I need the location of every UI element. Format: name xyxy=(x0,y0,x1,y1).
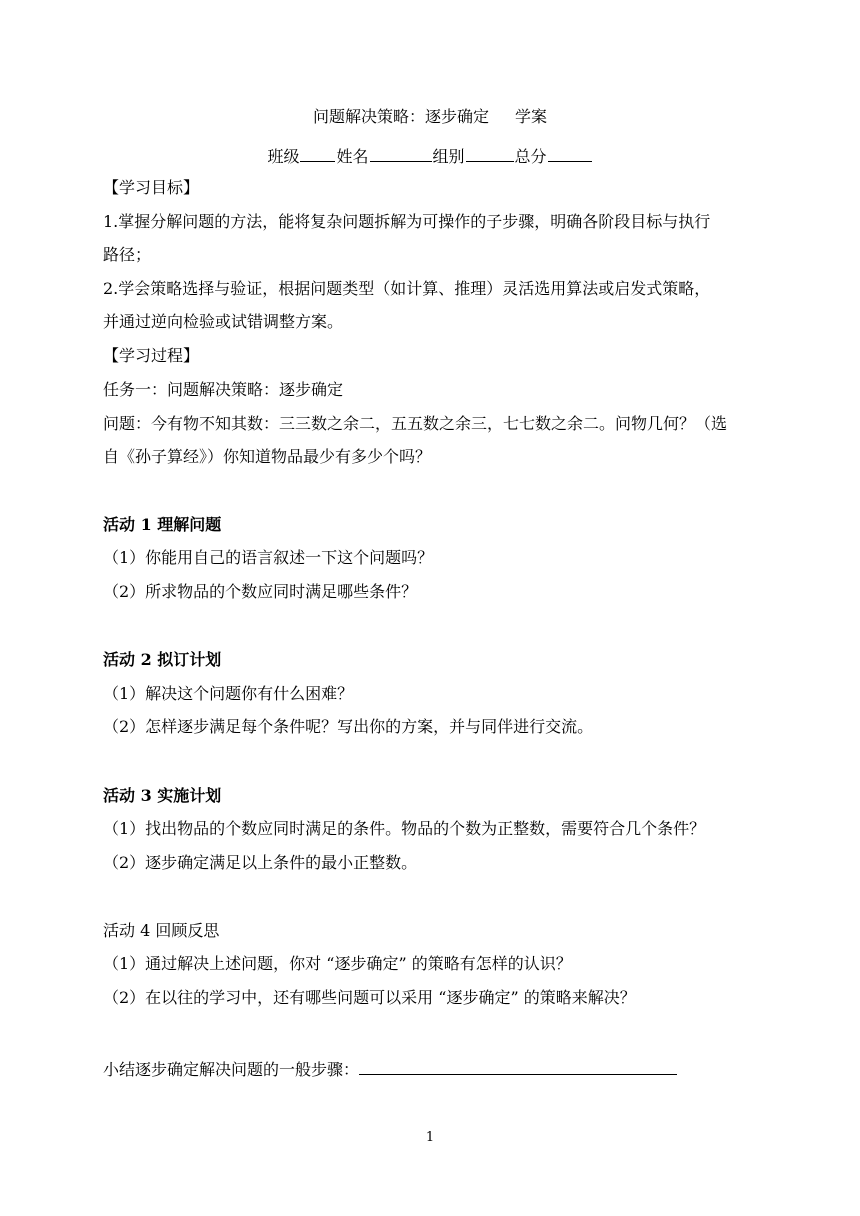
objective-2-line-1: 2.学会策略选择与验证，根据问题类型（如计算、推理）灵活选用算法或启发式策略， xyxy=(103,279,711,298)
document-title xyxy=(0,107,860,127)
summary-label: 小结逐步确定解决问题的一般步骤： xyxy=(103,1060,360,1079)
objective-2-line-2: 并通过逆向检验或试错调整方案。 xyxy=(103,312,344,331)
score-blank[interactable] xyxy=(548,145,592,162)
activity-4-question-1: （1）通过解决上述问题，你对 “逐步确定” 的策略有怎样的认识？ xyxy=(103,954,572,973)
activity-4-title: 活动 4 回顾反思 xyxy=(103,921,220,940)
activity-1-title: 活动 1 理解问题 xyxy=(103,515,222,534)
objectives-heading: 【学习目标】 xyxy=(103,178,200,197)
activity-1-question-2: （2）所求物品的个数应同时满足哪些条件？ xyxy=(103,582,418,601)
title-text: 问题解决策略：逐步确定 xyxy=(312,107,489,126)
activity-1-question-1: （1）你能用自己的语言叙述一下这个问题吗？ xyxy=(103,548,434,567)
activity-3-question-2: （2）逐步确定满足以上条件的最小正整数。 xyxy=(103,853,418,872)
name-label: 姓名 xyxy=(336,147,369,166)
score-label: 总分 xyxy=(514,147,547,166)
group-label: 组别 xyxy=(432,147,465,166)
problem-line-2: 自《孙子算经》）你知道物品最少有多少个吗？ xyxy=(103,447,432,466)
problem-line-1: 问题：今有物不知其数：三三数之余二，五五数之余三，七七数之余二。问物几何？（选 xyxy=(103,414,728,433)
process-heading: 【学习过程】 xyxy=(103,346,200,365)
doc-type-label: 学案 xyxy=(515,107,548,126)
objective-1-line-1: 1.掌握分解问题的方法，能将复杂问题拆解为可操作的子步骤，明确各阶段目标与执行 xyxy=(103,212,711,231)
task-1: 任务一：问题解决策略：逐步确定 xyxy=(103,380,344,399)
activity-2-question-1: （1）解决这个问题你有什么困难？ xyxy=(103,684,354,703)
name-blank[interactable] xyxy=(370,145,432,162)
group-blank[interactable] xyxy=(466,145,514,162)
summary-line xyxy=(103,1056,677,1080)
student-info-line xyxy=(0,145,860,167)
activity-3-question-1: （1）找出物品的个数应同时满足的条件。物品的个数为正整数，需要符合几个条件？ xyxy=(103,819,706,838)
activity-2-question-2: （2）怎样逐步满足每个条件呢？写出你的方案，并与同伴进行交流。 xyxy=(103,717,594,736)
objective-1-line-2: 路径； xyxy=(103,245,152,264)
activity-2-title: 活动 2 拟订计划 xyxy=(103,650,222,669)
page-number: 1 xyxy=(425,1130,435,1145)
activity-3-title: 活动 3 实施计划 xyxy=(103,786,222,805)
class-label: 班级 xyxy=(267,147,300,166)
activity-4-question-2: （2）在以往的学习中，还有哪些问题可以采用 “逐步确定” 的策略来解决？ xyxy=(103,988,636,1007)
summary-answer-blank[interactable] xyxy=(359,1056,677,1075)
class-blank[interactable] xyxy=(300,145,335,162)
